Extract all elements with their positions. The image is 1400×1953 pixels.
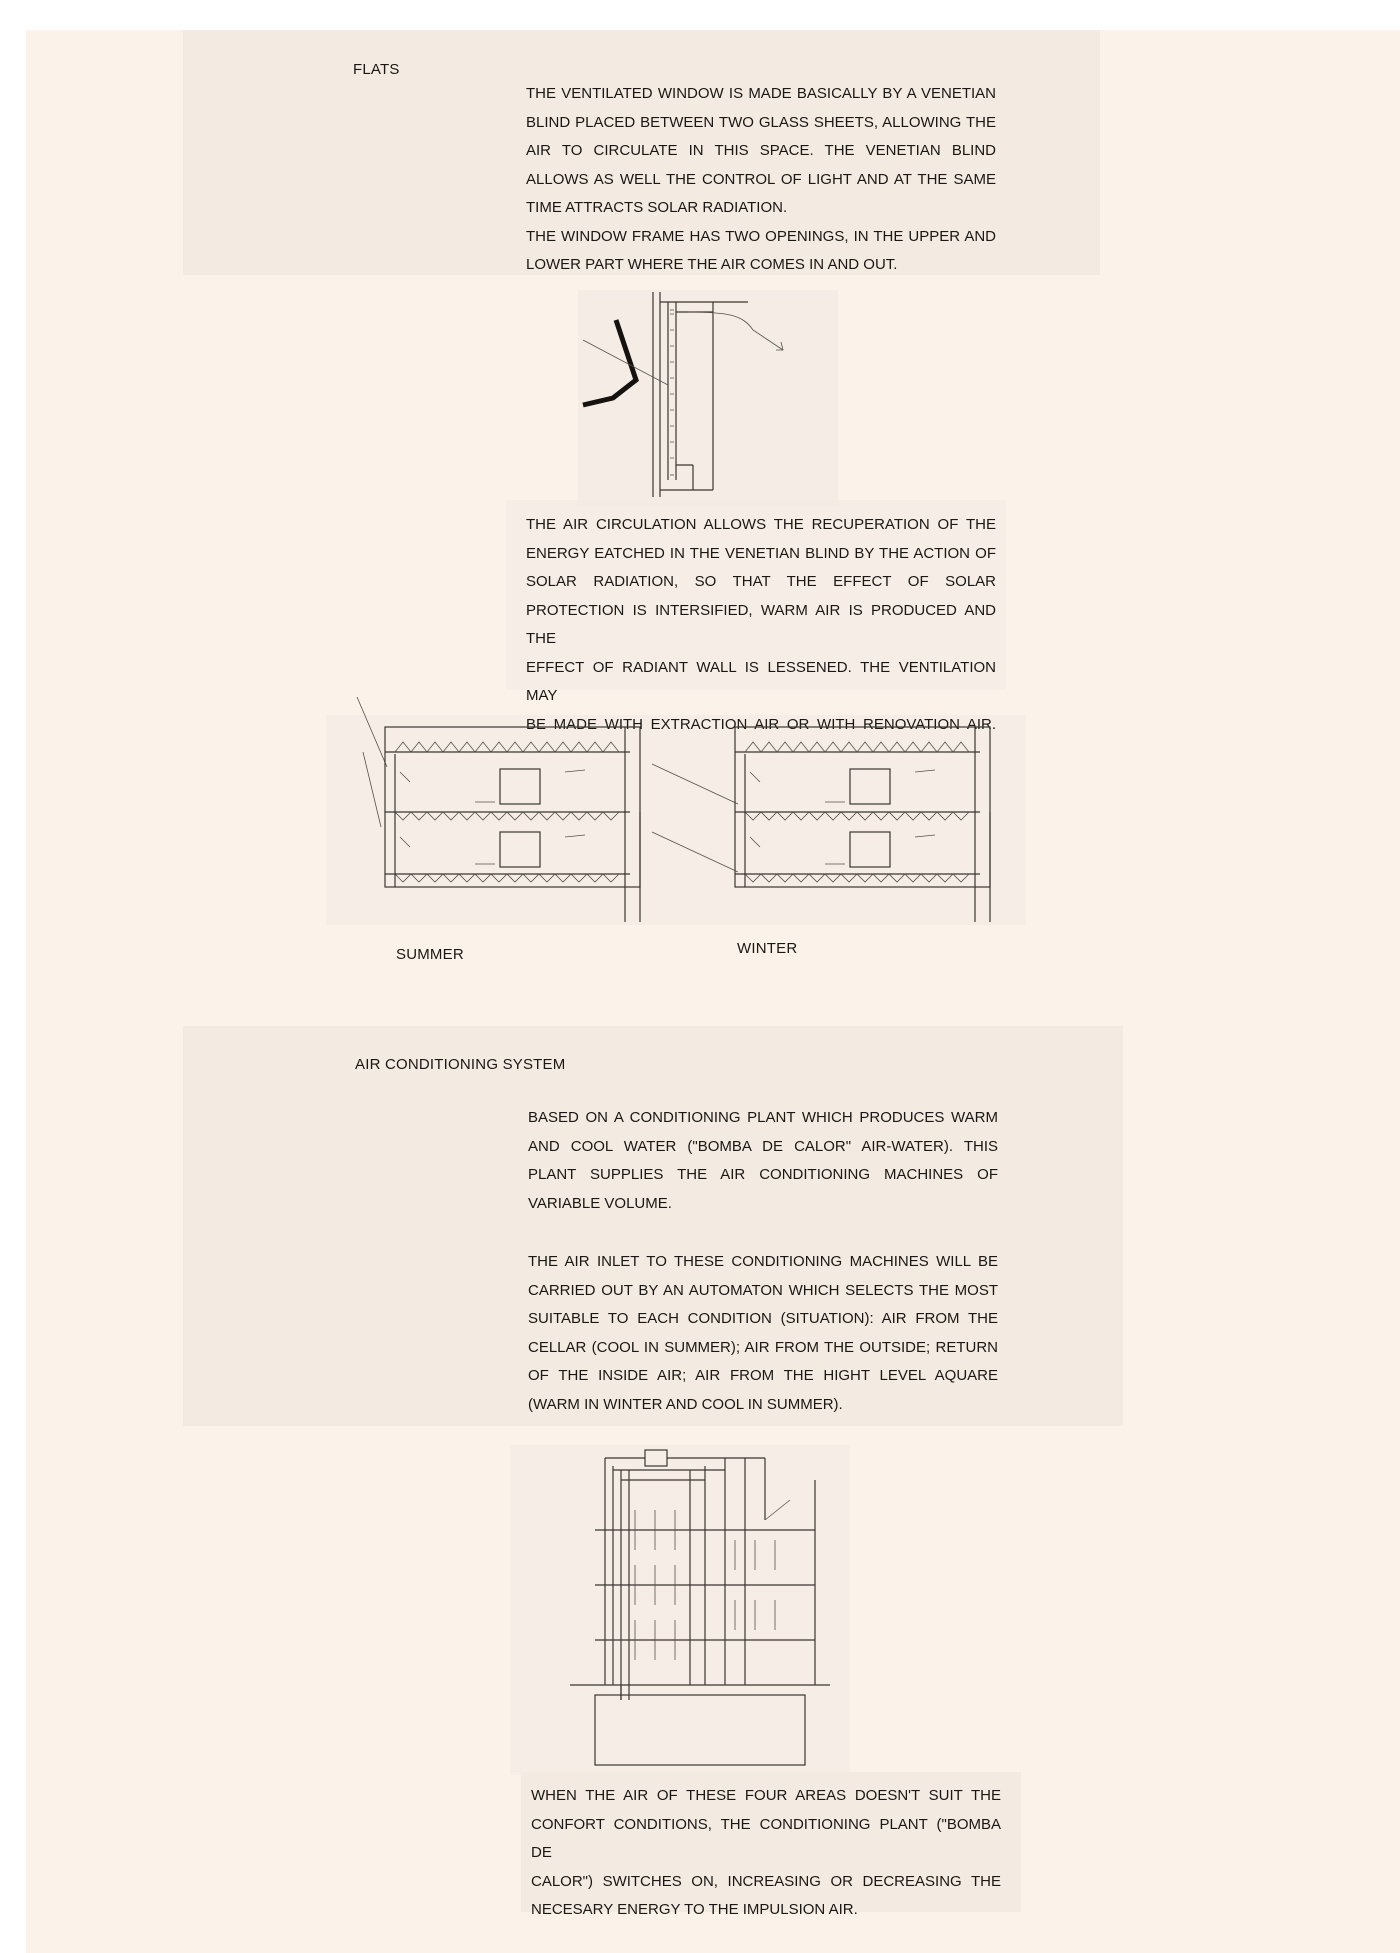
flats-heading: FLATS [353,61,400,78]
text-line: THE AIR INLET TO THESE CONDITIONING MACHINES WILL BE [528,1253,998,1270]
text-line: OF THE INSIDE AIR; AIR FROM THE HIGHT LEVEL AQUARE [528,1367,998,1384]
text-line: LOWER PART WHERE THE AIR COMES IN AND OUT. [526,256,898,273]
text-line: TIME ATTRACTS SOLAR RADIATION. [526,199,788,216]
text-line: BASED ON A CONDITIONING PLANT WHICH PRODUCES WARM [528,1109,998,1126]
text-line: PROTECTION IS INTERSIFIED, WARM AIR IS PRODUCED AND THE [526,601,996,647]
text-line: BE MADE WITH EXTRACTION AIR OR WITH RENOVATION AIR. [526,715,996,733]
text-line: ENERGY EATCHED IN THE VENETIAN BLIND BY THE ACTION OF [526,544,996,562]
text-line: CONFORT CONDITIONS, THE CONDITIONING PLANT ("BOMBA DE [531,1815,1001,1861]
winter-label: WINTER [737,940,798,957]
text-line: SUITABLE TO EACH CONDITION (SITUATION): AIR FROM THE [528,1310,998,1327]
air-conditioning-heading: AIR CONDITIONING SYSTEM [355,1056,566,1073]
text-line: THE VENTILATED WINDOW IS MADE BASICALLY BY A VENETIAN [526,85,996,102]
text-line: THE AIR CIRCULATION ALLOWS THE RECUPERATION OF THE [526,516,996,533]
ac-paragraph-1 [528,1104,998,1218]
page-margin-left [0,0,26,1953]
page-margin-top [0,0,1400,30]
ac-paragraph-3 [531,1782,1001,1925]
text-line: CELLAR (COOL IN SUMMER); AIR FROM THE OUTSIDE; RETURN [528,1338,998,1356]
text-line: THE WINDOW FRAME HAS TWO OPENINGS, IN THE UPPER AND [526,227,996,245]
summer-section-drawing [355,692,655,922]
text-line: CARRIED OUT BY AN AUTOMATON WHICH SELECTS THE MOST [528,1281,998,1299]
ventilated-window-detail-drawing [578,290,838,505]
text-line: WHEN THE AIR OF THESE FOUR AREAS DOESN'T SUIT THE [531,1787,1001,1804]
text-line: PLANT SUPPLIES THE AIR CONDITIONING MACHINES OF [528,1166,998,1183]
text-line: AND COOL WATER ("BOMBA DE CALOR" AIR-WATER). THIS [528,1137,998,1155]
winter-section-drawing [650,692,1010,922]
text-line: CALOR") SWITCHES ON, INCREASING OR DECREASING THE [531,1872,1001,1890]
text-line: VARIABLE VOLUME. [528,1194,672,1212]
text-line: BLIND PLACED BETWEEN TWO GLASS SHEETS, ALLOWING THE [526,113,996,131]
text-line: AIR TO CIRCULATE IN THIS SPACE. THE VENETIAN BLIND [526,142,996,159]
ac-system-section-drawing [565,1440,835,1770]
text-line: NECESARY ENERGY TO THE IMPULSION AIR. [531,1901,858,1918]
ac-paragraph-2 [528,1248,998,1419]
text-line: (WARM IN WINTER AND COOL IN SUMMER). [528,1395,843,1413]
text-line: ALLOWS AS WELL THE CONTROL OF LIGHT AND AT THE SAME [526,170,996,188]
summer-label: SUMMER [396,946,464,963]
flats-paragraph-1 [526,80,996,280]
text-line: SOLAR RADIATION, SO THAT THE EFFECT OF SOLAR [526,573,996,590]
text-line: EFFECT OF RADIANT WALL IS LESSENED. THE VENTILATION MAY [526,658,996,704]
